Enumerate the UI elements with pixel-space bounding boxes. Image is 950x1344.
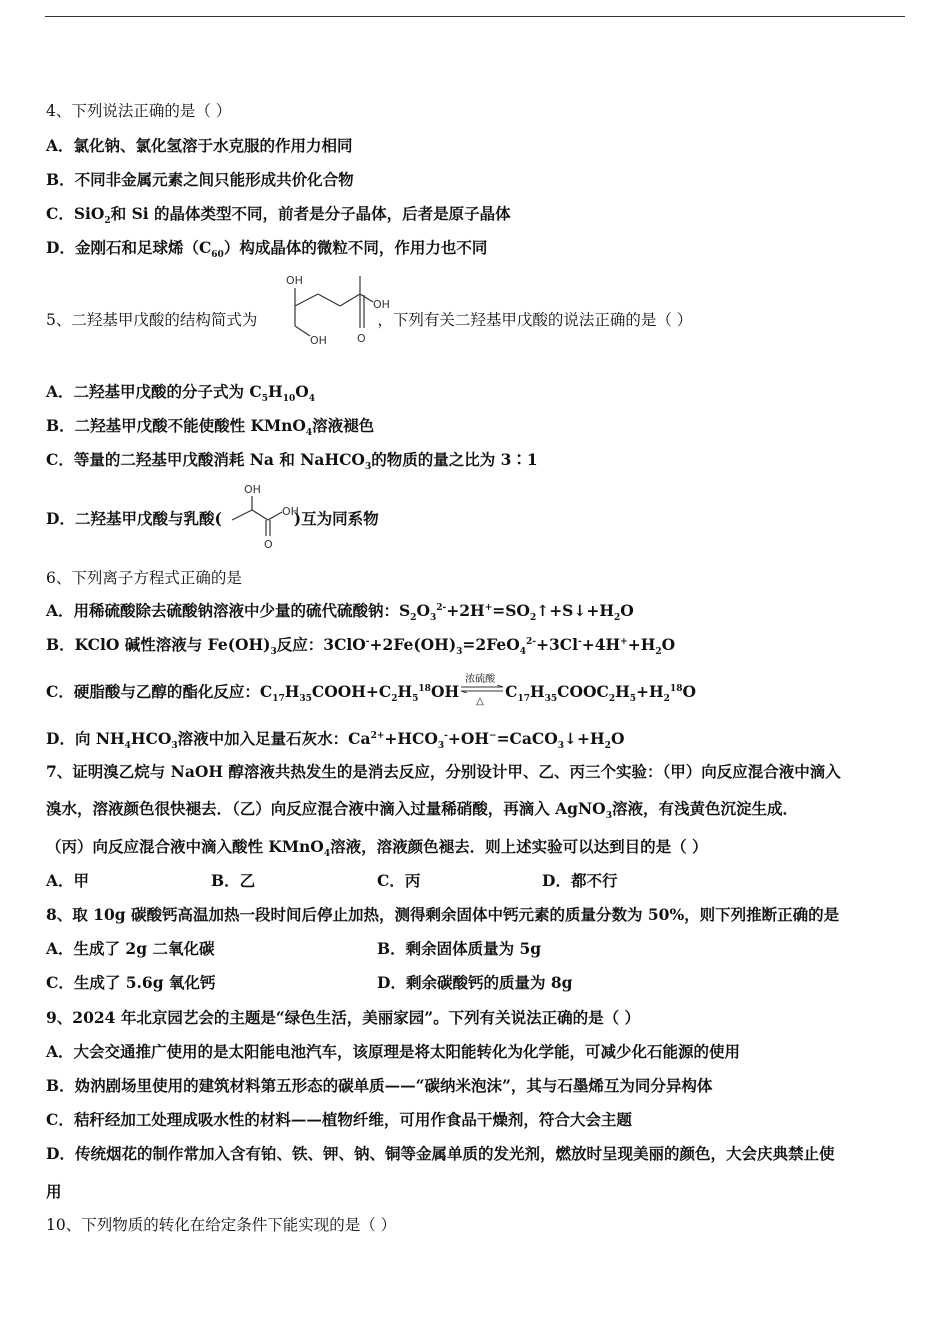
q8-option-a: A．生成了 2g 二氧化碳 xyxy=(46,939,215,958)
q6-stem: 6、下列离子方程式正确的是 xyxy=(46,569,242,587)
q9-stem: 9、2024 年北京园艺会的主题是“绿色生活，美丽家园”。下列有关说法正确的是（ ） xyxy=(46,1008,641,1027)
q7-option-c: C．丙 xyxy=(377,871,421,890)
q7-stem-line1: 7、证明溴乙烷与 NaOH 醇溶液共热发生的是消去反应，分别设计甲、乙、丙三个实验：（甲）向反应混合液中滴入 xyxy=(46,762,841,781)
q5-option-b: B．二羟基甲戊酸不能使酸性 KMnO$_4$溶液褪色 xyxy=(46,416,375,439)
q4-option-c: C．SiO$_2$和 Si 的晶体类型不同，前者是分子晶体，后者是原子晶体 xyxy=(46,204,511,227)
svg-text:OH: OH xyxy=(373,298,390,311)
q6-option-b: B．KClO 碱性溶液与 $Fe(OH)_3$反应：$3ClO^-+2Fe(OH)_3=2FeO_4^{2-}+3Cl^-+4H^++H_2O$ xyxy=(46,635,676,658)
q5-stem: 5、二羟基甲戊酸的结构简式为 ，下列有关二羟基甲戊酸的说法正确的是（ ） xyxy=(46,311,693,329)
q9-option-d-continued: 用 xyxy=(46,1182,62,1201)
q6-option-d: D．向 $NH_4HCO_3$溶液中加入足量石灰水：$Ca^{2+}+HCO_3^-+OH^-=CaCO_3↓+H_2O$ xyxy=(46,729,625,752)
q5-option-a: A．二羟基甲戊酸的分子式为 $C_5H_{10}O_4$ xyxy=(46,382,315,405)
q5-option-d: D．二羟基甲戊酸与乳酸( )互为同系物 xyxy=(46,509,379,528)
q8-option-c: C．生成了 5.6g 氧化钙 xyxy=(46,973,216,992)
q9-option-b: B．妫汭剧场里使用的建筑材料第五形态的碳单质——“碳纳米泡沫”，其与石墨烯互为同分异构体 xyxy=(46,1076,713,1095)
q7-stem-line2: 溴水，溶液颜色很快褪去．（乙）向反应混合液中滴入过量稀硝酸，再滴入 AgNO$_3$溶液，有浅黄色沉淀生成． xyxy=(46,799,798,822)
lactic-acid-structure-icon xyxy=(228,482,304,552)
q4-option-b: B．不同非金属元素之间只能形成共价化合物 xyxy=(46,170,354,189)
q4-option-a: A．氯化钠、氯化氢溶于水克服的作用力相同 xyxy=(46,136,353,155)
q9-option-d: D．传统烟花的制作常加入含有铂、铁、钾、钠、铜等金属单质的发光剂，燃放时呈现美丽的颜色，大会庆典禁止使 xyxy=(46,1144,835,1163)
dihydroxy-pentanoic-acid-structure-icon xyxy=(280,268,405,350)
q7-option-a: A．甲 xyxy=(46,871,90,890)
header-rule xyxy=(45,16,905,17)
q6-option-c: C．硬脂酸与乙醇的酯化反应：$C_{17}H_{35}COOH+C_2H_5^{18}OH$ 浓硫酸 △ $C_{17}H_{35}COOC_2H_5+H_2^{18}O$ xyxy=(46,674,696,707)
svg-text:OH: OH xyxy=(310,334,327,347)
q8-option-b: B．剩余固体质量为 5g xyxy=(377,939,542,958)
svg-text:OH: OH xyxy=(282,505,299,518)
q5-option-c: C．等量的二羟基甲戊酸消耗 Na 和 NaHCO$_3$的物质的量之比为 3∶1 xyxy=(46,450,538,473)
q4-stem: 4、下列说法正确的是（ ） xyxy=(46,102,232,120)
q6-option-a: A．用稀硫酸除去硫酸钠溶液中少量的硫代硫酸钠：$S_2O_3^{2-}+2H^+=SO_2↑+S↓+H_2O$ xyxy=(46,601,634,624)
reversible-arrow: 浓硫酸 △ xyxy=(459,682,505,702)
svg-text:O: O xyxy=(357,332,366,345)
svg-text:OH: OH xyxy=(286,274,303,287)
svg-text:O: O xyxy=(264,538,273,551)
q10-stem: 10、下列物质的转化在给定条件下能实现的是（ ） xyxy=(46,1216,397,1234)
svg-text:OH: OH xyxy=(244,483,261,496)
q9-option-c: C．秸秆经加工处理成吸水性的材料——植物纤维，可用作食品干燥剂，符合大会主题 xyxy=(46,1110,632,1129)
q7-option-b: B．乙 xyxy=(211,871,256,890)
q9-option-a: A．大会交通推广使用的是太阳能电池汽车，该原理是将太阳能转化为化学能，可减少化石能源的使用 xyxy=(46,1042,741,1061)
q8-stem: 8、取 10g 碳酸钙高温加热一段时间后停止加热，测得剩余固体中钙元素的质量分数为 50%，则下列推断正确的是 xyxy=(46,905,840,924)
q7-stem-line3: （丙）向反应混合液中滴入酸性 KMnO$_4$溶液，溶液颜色褪去．则上述实验可以达到目的是（ ） xyxy=(46,837,708,860)
q4-option-d: D．金刚石和足球烯$(C_{60})$构成晶体的微粒不同，作用力也不同 xyxy=(46,238,488,261)
q7-option-d: D．都不行 xyxy=(542,871,618,890)
q8-option-d: D．剩余碳酸钙的质量为 8g xyxy=(377,973,573,992)
